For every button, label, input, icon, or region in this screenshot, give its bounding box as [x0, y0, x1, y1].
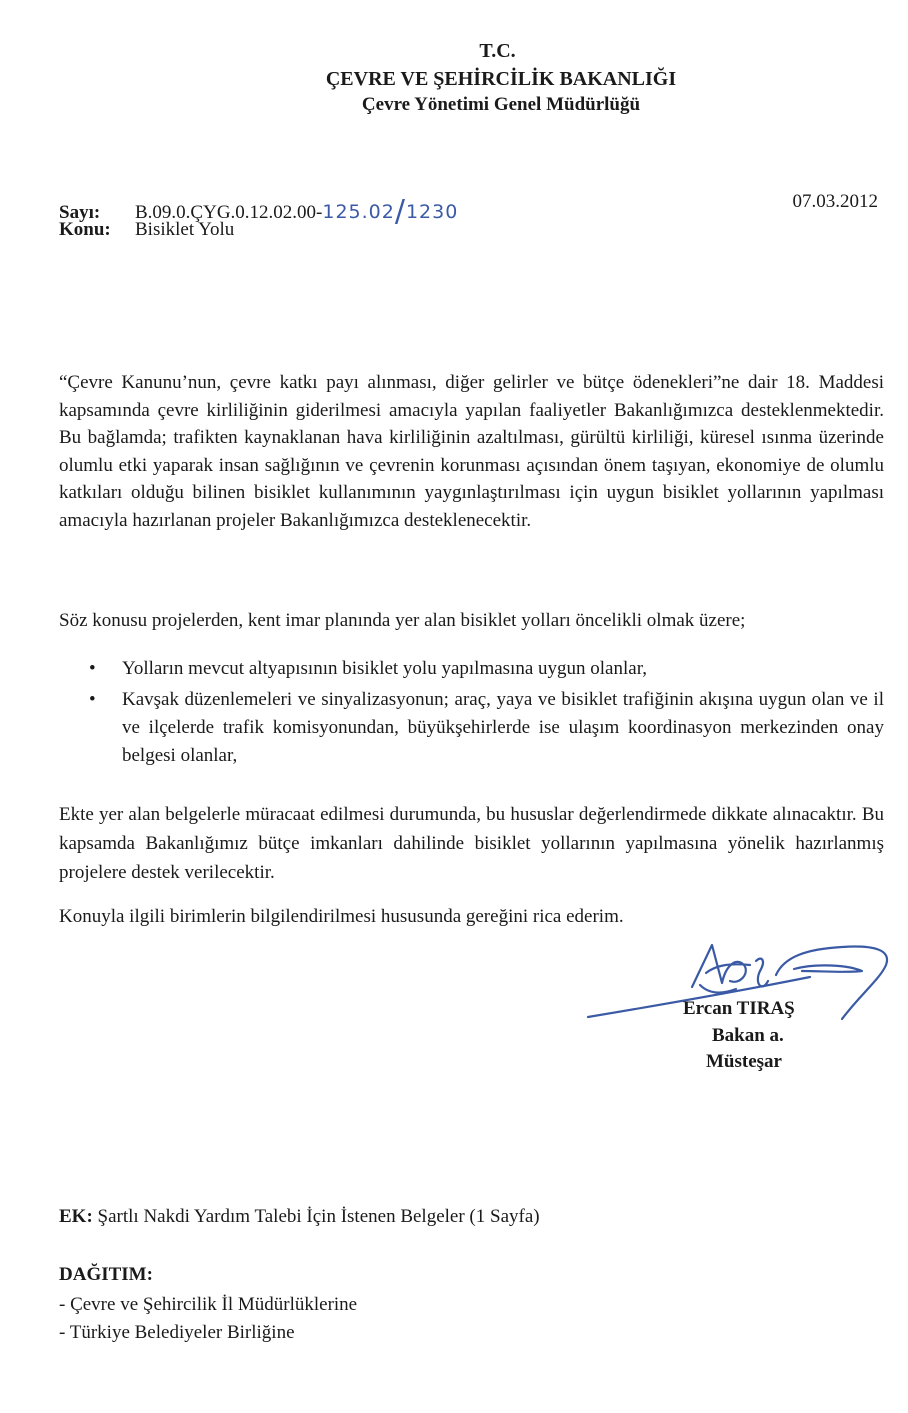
body-paragraph-4: Konuyla ilgili birimlerin bilgilendirilmesi hususunda gereğini rica ederim. — [59, 906, 624, 927]
signer-name: Ercan TIRAŞ — [683, 998, 795, 1019]
subject-label: Konu: — [59, 219, 111, 240]
attachment-label: EK: — [59, 1206, 93, 1227]
reference-number-value: B.09.0.ÇYG.0.12.02.00- — [135, 202, 323, 223]
distribution-item: - Çevre ve Şehircilik İl Müdürlüklerine — [59, 1294, 358, 1315]
body-paragraph-1: “Çevre Kanunu’nun, çevre katkı payı alınması, diğer gelirler ve bütçe ödenekleri”ne dair 18. Maddesi kapsamında çevre kirliliğinin giderilmesi amacıyla yapılan faaliyetler Bakanlığımızca desteklenmektedir. Bu bağlamda; trafikten kaynaklanan hava kirliliğinin azaltılması, gürültü kirliliği, küresel ısınma üzerinde olumlu etki yaparak insan sağlığının ve çevrenin korunması açısından önem taşıyan, ekonomiye de olumlu katkıları olduğu bilinen bisiklet kullanımının yaygınlaştırılması için uygun bisiklet yollarının yapılması amacıyla hazırlanan projeler Bakanlığımızca desteklenecektir. — [59, 372, 884, 531]
list-item-text: Kavşak düzenlemeleri ve sinyalizasyonun; araç, yaya ve bisiklet trafiğinin akışına uygun olan ve il ve ilçelerde trafik komisyonundan, büyükşehirlerde ise ulaşım koordinasyon merkezinden onay belgesi olanlar, — [122, 689, 884, 766]
handwritten-reference-separator: / — [394, 194, 406, 229]
bullet-icon: • — [89, 689, 96, 710]
handwritten-reference-part-b: 1230 — [405, 201, 459, 223]
reference-number-label: Sayı: — [59, 202, 101, 223]
list-item-text: Yolların mevcut altyapısının bisiklet yolu yapılmasına uygun olanlar, — [122, 658, 648, 679]
subject-row — [59, 219, 234, 241]
body-paragraph-2: Söz konusu projelerden, kent imar planında yer alan bisiklet yolları öncelikli olmak üzere; — [59, 610, 746, 631]
handwritten-reference-part-a: 125.02 — [322, 201, 395, 223]
letterhead-directorate: Çevre Yönetimi Genel Müdürlüğü — [361, 94, 641, 115]
criteria-list — [59, 655, 884, 770]
signer-title: Bakan a. — [712, 1025, 784, 1046]
attachment-line — [59, 1206, 540, 1228]
attachment-text: Şartlı Nakdi Yardım Talebi İçin İstenen Belgeler (1 Sayfa) — [97, 1206, 540, 1227]
distribution-list — [59, 1291, 357, 1347]
handwritten-signature — [580, 935, 900, 1035]
body-paragraph-3: Ekte yer alan belgelerle müracaat edilmesi durumunda, bu hususlar değerlendirmede dikkate alınacaktır. Bu kapsamda Bakanlığımız bütçe imkanları dahilinde bisiklet yollarının yapılmasına yönelik hazırlanmış projelere destek verilecektir. — [59, 804, 884, 883]
letterhead-ministry: ÇEVRE VE ŞEHİRCİLİK BAKANLIĞI — [325, 68, 677, 90]
letterhead-state: T.C. — [479, 40, 516, 62]
document-date: 07.03.2012 — [792, 191, 878, 212]
bullet-icon: • — [89, 658, 96, 679]
signer-role: Müsteşar — [706, 1051, 782, 1072]
handwritten-reference-number — [322, 194, 459, 229]
list-item — [59, 686, 884, 770]
subject-value: Bisiklet Yolu — [135, 219, 235, 240]
list-item — [59, 655, 884, 683]
distribution-title: DAĞITIM: — [59, 1264, 153, 1285]
distribution-item: - Türkiye Belediyeler Birliğine — [59, 1322, 295, 1343]
